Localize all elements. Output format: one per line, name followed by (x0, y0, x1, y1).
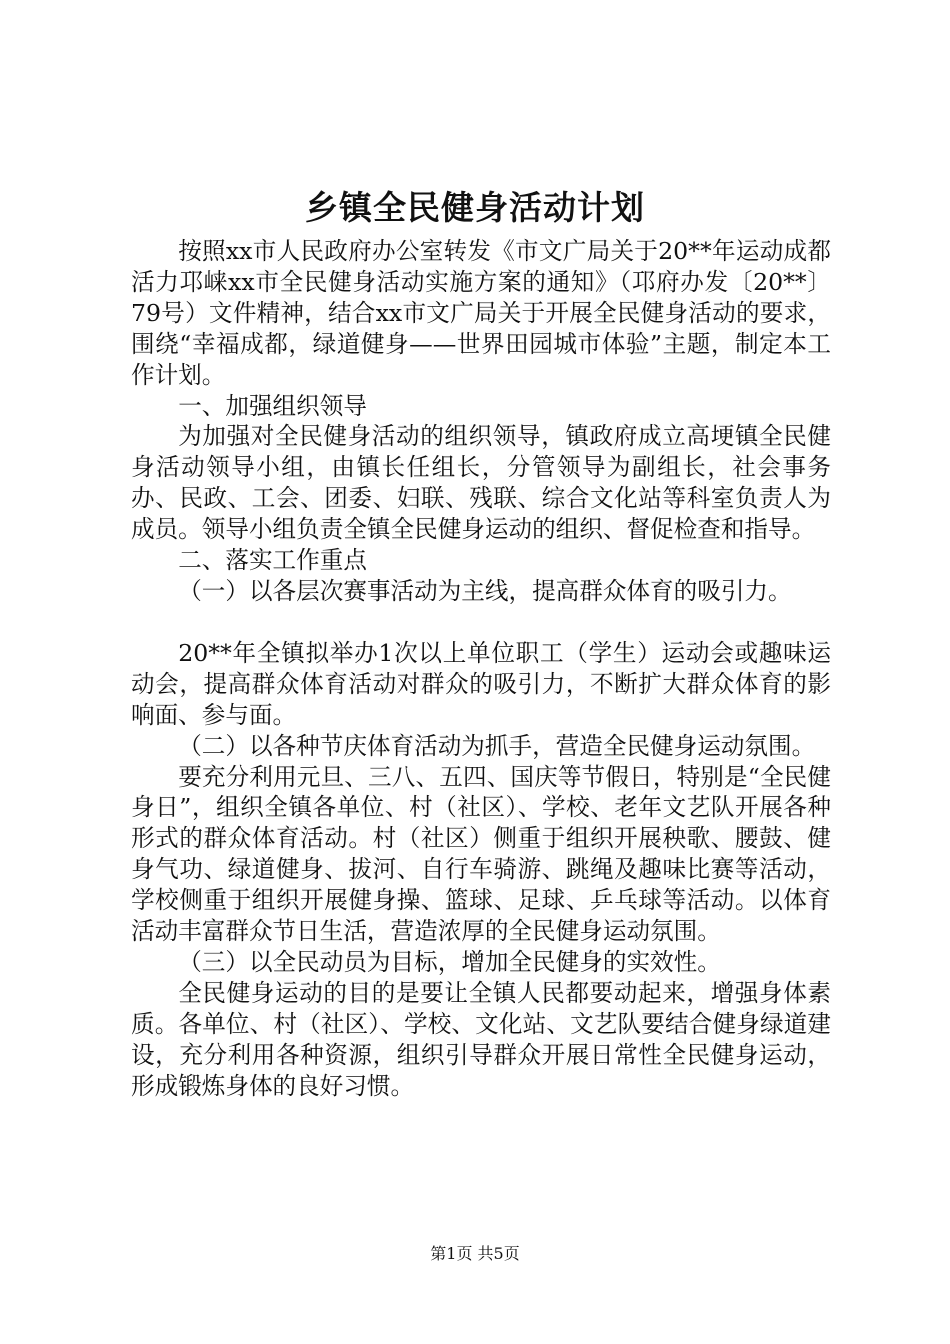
section-heading-organization: 一、加强组织领导 (178, 391, 367, 420)
document-body (131, 236, 831, 1101)
organization-paragraph: 为加强对全民健身活动的组织领导，镇政府成立高埂镇全民健身活动领导小组，由镇长任组长，分管领导为副组长，社会事务办、民政、工会、团委、妇联、残联、综合文化站等科室负责人为成员。领导小组负责全镇全民健身运动的组织、督促检查和指导。 (131, 422, 831, 544)
paragraph-gap (131, 607, 831, 638)
mobilization-paragraph: 全民健身运动的目的是要让全镇人民都要动起来，增强身体素质。各单位、村（社区）、学校、文化站、文艺队要结合健身绿道建设，充分利用各种资源，组织引导群众开展日常性全民健身运动，形成锻炼身体的良好习惯。 (131, 978, 831, 1100)
section-heading-key-work: 二、落实工作重点 (178, 546, 367, 575)
page-footer: 第1页 共5页 (430, 1244, 520, 1263)
events-paragraph: 20**年全镇拟举办1次以上单位职工（学生）运动会或趣味运动会，提高群众体育活动对群众的吸引力，不断扩大群众体育的影响面、参与面。 (131, 638, 831, 729)
festivals-paragraph: 要充分利用元旦、三八、五四、国庆等节假日，特别是“全民健身日”，组织全镇各单位、村（社区）、学校、老年文艺队开展各种形式的群众体育活动。村（社区）侧重于组织开展秧歌、腰鼓、健身气功、绿道健身、拔河、自行车骑游、跳绳及趣味比赛等活动，学校侧重于组织开展健身操、篮球、足球、乒乓球等活动。以体育活动丰富群众节日生活，营造浓厚的全民健身运动氛围。 (131, 762, 831, 946)
subheading-events: （一）以各层次赛事活动为主线，提高群众体育的吸引力。 (178, 576, 792, 605)
subheading-mobilization: （三）以全民动员为目标，增加全民健身的实效性。 (178, 947, 721, 976)
document-title: 乡镇全民健身活动计划 (305, 188, 645, 227)
subheading-festivals: （二）以各种节庆体育活动为抓手，营造全民健身运动氛围。 (178, 731, 816, 760)
intro-paragraph: 按照xx市人民政府办公室转发《市文广局关于20**年运动成都活力邛崃xx市全民健身活动实施方案的通知》（邛府办发〔20**〕79号）文件精神，结合xx市文广局关于开展全民健身活动的要求，围绕“幸福成都，绿道健身——世界田园城市体验”主题，制定本工作计划。 (131, 237, 831, 389)
